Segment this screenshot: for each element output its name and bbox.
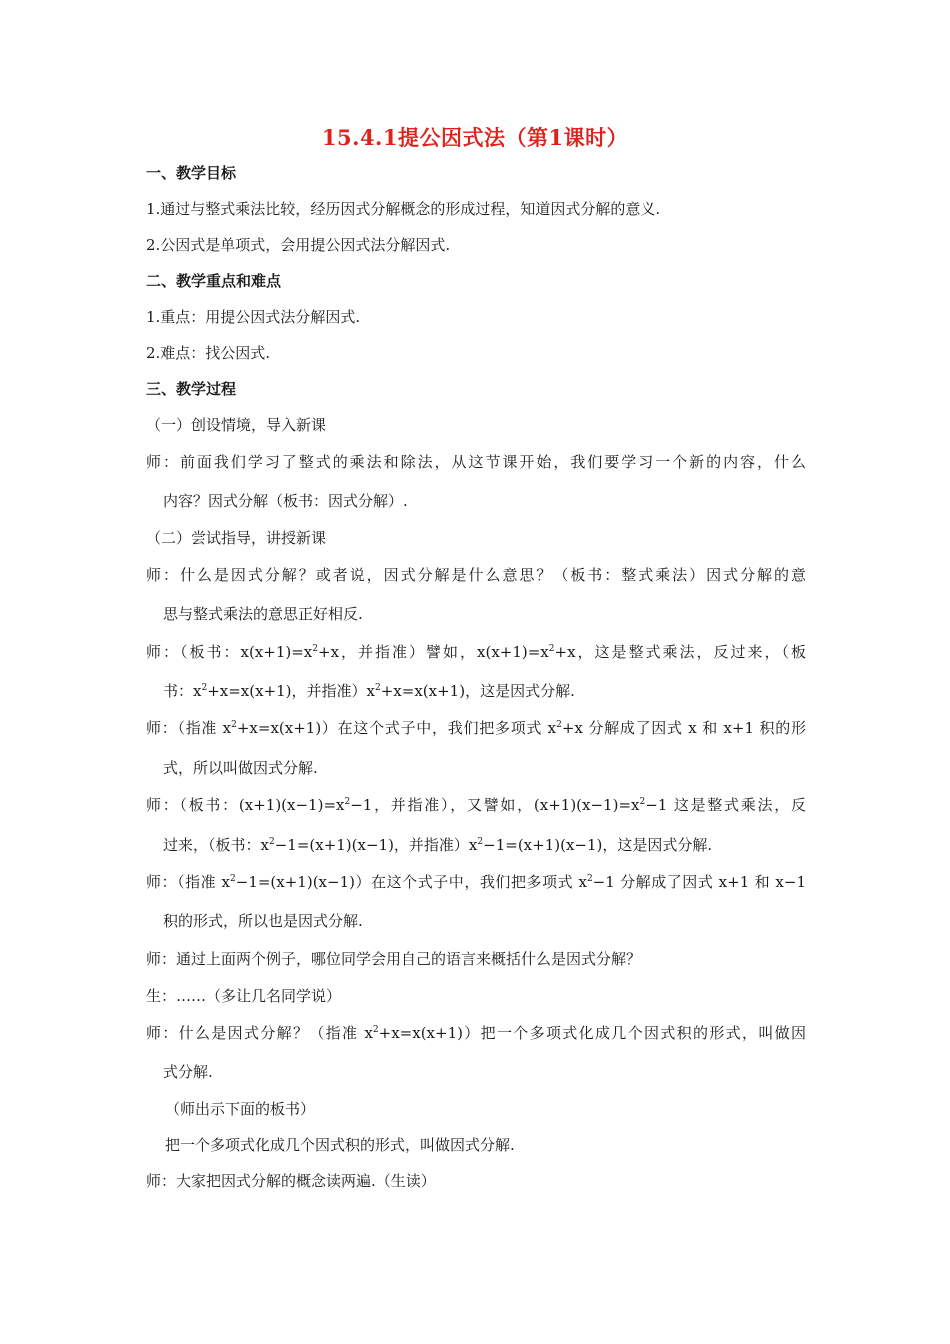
superscript: 2 xyxy=(375,683,381,693)
paragraph-line: 内容？因式分解（板书：因式分解）. xyxy=(163,492,408,510)
section-heading-keypoints: 二、教学重点和难点 xyxy=(146,272,282,290)
superscript: 2 xyxy=(372,1025,379,1035)
paragraph-line xyxy=(163,681,575,701)
text-run: +x=x(x+1)）在这个式子中，我们把多项式 x xyxy=(236,719,557,737)
paragraph-line: 生：……（多让几名同学说） xyxy=(146,987,342,1005)
text-run: +x=x(x+1)，并指准）x xyxy=(207,682,375,700)
text-run: 师：什么是因式分解？（指准 x xyxy=(146,1024,373,1042)
paragraph-line xyxy=(163,835,712,855)
superscript: 2 xyxy=(312,644,318,654)
paragraph-line xyxy=(146,872,806,892)
text-run: −1=(x+1)(x−1)）在这个式子中，我们把多项式 x xyxy=(235,873,587,891)
paragraph-line: 师：通过上面两个例子，哪位同学会用自己的语言来概括什么是因式分解？ xyxy=(146,950,642,968)
section-heading-goals: 一、教学目标 xyxy=(146,164,237,182)
superscript: 2 xyxy=(268,837,275,847)
superscript: 2 xyxy=(556,720,562,730)
paragraph-line xyxy=(146,718,806,738)
document-title: 15.4.1提公因式法（第1课时） xyxy=(321,125,629,150)
text-run: −1=(x+1)(x−1)，并指准）x xyxy=(274,836,478,854)
paragraph-line: 式，所以叫做因式分解. xyxy=(163,759,318,777)
text-run: −1=(x+1)(x−1)，这是因式分解. xyxy=(483,836,713,854)
text-run: +x，并指准）譬如，x(x+1)=x xyxy=(318,643,549,661)
paragraph-line: 思与整式乘法的意思正好相反. xyxy=(163,605,363,623)
process-subheading-1: （一）创设情境，导入新课 xyxy=(146,416,327,434)
superscript: 2 xyxy=(639,797,646,807)
text-run: 师：（指准 x xyxy=(146,873,231,891)
text-run: 师：（板书：(x+1)(x−1)=x xyxy=(146,796,345,814)
paragraph-line: 积的形式，所以也是因式分解. xyxy=(163,912,363,930)
paragraph-line xyxy=(146,1023,806,1043)
text-run: 过来，（板书：x xyxy=(163,836,269,854)
text-run: 书：x xyxy=(163,682,202,700)
paragraph-line: 师：什么是因式分解？或者说，因式分解是什么意思？（板书：整式乘法）因式分解的意 xyxy=(146,566,806,584)
text-run: 师：（指准 x xyxy=(146,719,232,737)
paragraph-line: （师出示下面的板书） xyxy=(165,1100,316,1118)
text-run: −1，并指准），又譬如，(x+1)(x−1)=x xyxy=(350,796,640,814)
text-run: +x=x(x+1)，这是因式分解. xyxy=(380,682,575,700)
text-run: +x 分解成了因式 x 和 x+1 积的形 xyxy=(561,719,806,737)
section-heading-process: 三、教学过程 xyxy=(146,380,237,398)
process-subheading-2: （二）尝试指导，讲授新课 xyxy=(146,529,327,547)
superscript: 2 xyxy=(477,837,484,847)
keypoint-item-2: 2.难点：找公因式. xyxy=(146,344,271,362)
superscript: 2 xyxy=(230,874,236,884)
text-run: +x=x(x+1)）把一个多项式化成几个因式积的形式，叫做因 xyxy=(378,1024,806,1042)
superscript: 2 xyxy=(344,797,351,807)
text-run: +x，这是整式乘法，反过来，（板 xyxy=(554,643,807,661)
text-run: −1 分解成了因式 x+1 和 x−1 xyxy=(592,873,806,891)
keypoint-item-1: 1.重点：用提公因式法分解因式. xyxy=(146,308,361,326)
paragraph-line: 式分解. xyxy=(163,1063,213,1081)
superscript: 2 xyxy=(586,874,593,884)
text-run: 师：（板书：x(x+1)=x xyxy=(146,643,313,661)
superscript: 2 xyxy=(231,720,237,730)
paragraph-line xyxy=(146,795,806,815)
goal-item-2: 2.公因式是单项式，会用提公因式法分解因式. xyxy=(146,236,451,254)
paragraph-line xyxy=(146,642,806,662)
paragraph-line: 师：大家把因式分解的概念读两遍.（生读） xyxy=(146,1172,436,1190)
paragraph-line: 师：前面我们学习了整式的乘法和除法，从这节课开始，我们要学习一个新的内容，什么 xyxy=(146,453,806,471)
superscript: 2 xyxy=(201,683,208,693)
text-run: −1 这是整式乘法，反 xyxy=(645,796,806,814)
goal-item-1: 1.通过与整式乘法比较，经历因式分解概念的形成过程，知道因式分解的意义. xyxy=(146,200,661,218)
definition-line: 把一个多项式化成几个因式积的形式，叫做因式分解. xyxy=(165,1136,515,1154)
superscript: 2 xyxy=(548,644,555,654)
